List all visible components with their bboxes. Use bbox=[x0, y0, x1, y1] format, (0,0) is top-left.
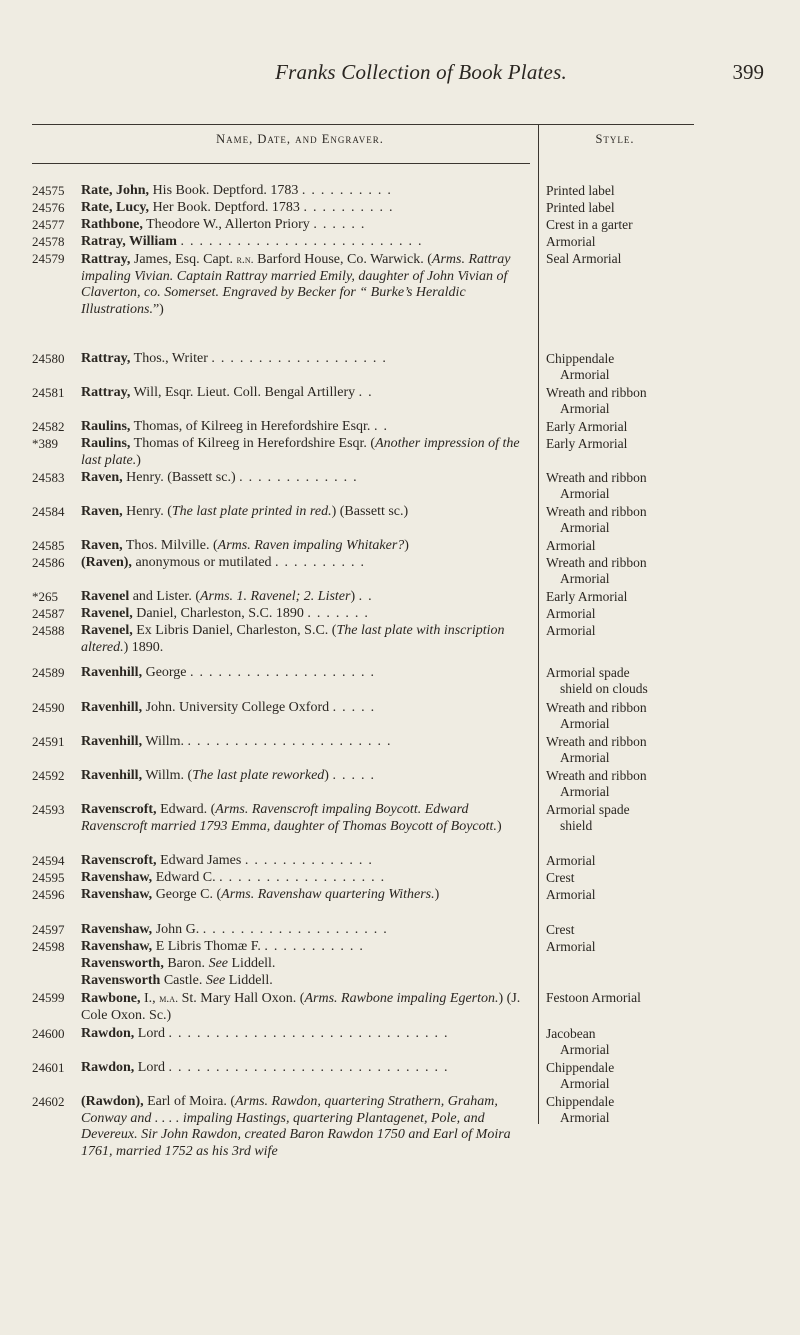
entry-style: Crest bbox=[546, 922, 575, 937]
entry-style: Early Armorial bbox=[546, 419, 628, 434]
entry-number: 24585 bbox=[32, 538, 65, 553]
entry-number: 24594 bbox=[32, 853, 65, 868]
entry-description: Ratray, William .......................... bbox=[81, 234, 428, 249]
entry-name: Ravenscroft, bbox=[81, 802, 157, 817]
entry-style: Chippendale Armorial bbox=[546, 351, 615, 382]
entry-description: Ravenel, Daniel, Charleston, S.C. 1890 ....... bbox=[81, 606, 374, 621]
entry-name: Ravenshaw, bbox=[81, 887, 153, 902]
entry-name: Raven, bbox=[81, 538, 123, 553]
entry-number: 24593 bbox=[32, 802, 65, 817]
entry-detail: His Book. Deptford. 1783 bbox=[149, 183, 299, 198]
entry-description: Raulins, Thomas of Kilreeg in Herefordshire Esqr. (Another impression of the last plate.) bbox=[81, 436, 520, 468]
entry-name: Rathbone, bbox=[81, 217, 143, 232]
column-header-style: Style. bbox=[595, 132, 635, 146]
entry-description: Ravenshaw, George C. (Arms. Ravenshaw quartering Withers.) bbox=[81, 887, 440, 902]
entry-description: Rattray, Will, Esqr. Lieut. Coll. Bengal Artillery .. bbox=[81, 385, 378, 400]
entry-style: Armorial bbox=[546, 234, 596, 249]
entry-style: Printed label bbox=[546, 200, 615, 215]
entry-detail: Theodore W., Allerton Priory bbox=[142, 217, 310, 232]
entry-number: 24595 bbox=[32, 870, 65, 885]
entry-number: 24591 bbox=[32, 734, 65, 749]
entry-description: Rate, John, His Book. Deptford. 1783 .......... bbox=[81, 183, 397, 198]
entry-style: Wreath and ribbon Armorial bbox=[546, 555, 647, 586]
entry-number: 24582 bbox=[32, 419, 65, 434]
entry-style: Crest in a garter bbox=[546, 217, 633, 232]
entry-number: 24600 bbox=[32, 1026, 65, 1041]
entry-name: Ratray, William bbox=[81, 234, 177, 249]
entry-style: Festoon Armorial bbox=[546, 990, 641, 1005]
entry-description: Ravenscroft, Edward. (Arms. Ravenscroft impaling Boycott. Edward Ravenscroft married 1793 Emma, daughter of Thomas Boycott of Boycott.) bbox=[81, 802, 502, 834]
entry-description: Ravenhill, Willm. (The last plate reworked) ..... bbox=[81, 768, 380, 783]
entry-number: 24601 bbox=[32, 1060, 65, 1075]
entry-style: Armorial bbox=[546, 939, 596, 954]
entry-name: Ravenhill, bbox=[81, 700, 143, 715]
entry-number: *265 bbox=[32, 589, 58, 604]
header-rule bbox=[32, 163, 530, 164]
entry-description: Raven, Henry. (Bassett sc.) ............. bbox=[81, 470, 363, 485]
entry-name: Ravenhill, bbox=[81, 734, 143, 749]
entry-description: Ravenshaw, John G. .................... bbox=[81, 922, 393, 937]
entry-description: Rawbone, I., m.a. St. Mary Hall Oxon. (Arms. Rawbone impaling Egerton.) (J. Cole Oxon. Sc.) bbox=[81, 991, 521, 1023]
entry-style: Printed label bbox=[546, 183, 615, 198]
entry-number: 24576 bbox=[32, 200, 65, 215]
entry-name: Rattray, bbox=[81, 252, 131, 267]
entry-style: Wreath and ribbon Armorial bbox=[546, 385, 647, 416]
entry-description: Rathbone, Theodore W., Allerton Priory ...... bbox=[81, 217, 371, 232]
entry-style: Armorial bbox=[546, 606, 596, 621]
entry-description: Rattray, Thos., Writer ................... bbox=[81, 351, 392, 366]
entry-style: Armorial bbox=[546, 887, 596, 902]
entry-number: 24583 bbox=[32, 470, 65, 485]
entry-style: Armorial bbox=[546, 538, 596, 553]
entry-name: Rattray, bbox=[81, 351, 131, 366]
entry-style: Armorial spade shield on clouds bbox=[546, 665, 648, 696]
entry-number: 24581 bbox=[32, 385, 65, 400]
entry-name: Rawbone, bbox=[81, 991, 141, 1006]
entry-number: 24588 bbox=[32, 623, 65, 638]
running-title: Franks Collection of Book Plates. bbox=[275, 60, 567, 84]
entry-number: 24592 bbox=[32, 768, 65, 783]
entry-number: 24602 bbox=[32, 1094, 65, 1109]
entry-name: Raulins, bbox=[81, 436, 131, 451]
entry-description: Ravenhill, John. University College Oxford ..... bbox=[81, 700, 381, 715]
entry-number: 24579 bbox=[32, 251, 65, 266]
entry-description: Ravenscroft, Edward James .............. bbox=[81, 853, 378, 868]
entry-description: Ravenhill, George .................... bbox=[81, 665, 381, 680]
entry-number: 24596 bbox=[32, 887, 65, 902]
entry-name: Ravenel bbox=[81, 589, 130, 604]
entry-name: Ravenscroft, bbox=[81, 853, 157, 868]
entry-style: Early Armorial bbox=[546, 589, 628, 604]
entry-name: Ravenhill, bbox=[81, 768, 143, 783]
entry-description: (Raven), anonymous or mutilated .......... bbox=[81, 555, 371, 570]
entry-name: Ravenshaw, bbox=[81, 939, 153, 954]
entry-number: 24578 bbox=[32, 234, 65, 249]
entry-number: 24598 bbox=[32, 939, 65, 954]
entry-description: Raulins, Thomas, of Kilreeg in Herefordshire Esqr. .. bbox=[81, 419, 393, 434]
entry-number: 24599 bbox=[32, 990, 65, 1005]
entry-style: Wreath and ribbon Armorial bbox=[546, 504, 647, 535]
entry-name: Ravensworth, bbox=[81, 956, 164, 971]
entry-name: Raven, bbox=[81, 470, 123, 485]
entry-name: Rawdon, bbox=[81, 1060, 135, 1075]
page-number: 399 bbox=[732, 60, 764, 84]
entry-style: Armorial bbox=[546, 623, 596, 638]
entry-number: 24587 bbox=[32, 606, 65, 621]
entry-name: (Rawdon), bbox=[81, 1094, 144, 1109]
entry-style: Chippendale Armorial bbox=[546, 1094, 615, 1125]
entry-name: Ravensworth bbox=[81, 973, 161, 988]
entry-description: Raven, Thos. Milville. (Arms. Raven impaling Whitaker?) bbox=[81, 538, 409, 553]
entry-description: Ravensworth Castle. See Liddell. bbox=[81, 973, 273, 988]
entry-description: Ravensworth, Baron. See Liddell. bbox=[81, 956, 276, 971]
entry-description: Ravenhill, Willm. ...................... bbox=[81, 734, 397, 749]
entry-name: Raven, bbox=[81, 504, 123, 519]
entry-number: *389 bbox=[32, 436, 58, 451]
entry-name: Ravenshaw, bbox=[81, 870, 153, 885]
entry-description: Raven, Henry. (The last plate printed in red.) (Bassett sc.) bbox=[81, 504, 409, 519]
entry-name: Raulins, bbox=[81, 419, 131, 434]
entry-name: Rate, Lucy, bbox=[81, 200, 150, 215]
entry-name: Rattray, bbox=[81, 385, 131, 400]
entry-style: Crest bbox=[546, 870, 575, 885]
entry-name: (Raven), bbox=[81, 555, 132, 570]
entry-number: 24586 bbox=[32, 555, 65, 570]
running-head bbox=[0, 60, 800, 90]
entry-name: Rawdon, bbox=[81, 1026, 135, 1041]
entry-style: Wreath and ribbon Armorial bbox=[546, 700, 647, 731]
entry-name: Ravenel, bbox=[81, 606, 133, 621]
entry-number: 24584 bbox=[32, 504, 65, 519]
entry-style: Wreath and ribbon Armorial bbox=[546, 470, 647, 501]
entry-number: 24589 bbox=[32, 665, 65, 680]
entry-description: (Rawdon), Earl of Moira. (Arms. Rawdon, quartering Strathern, Graham, Conway and . . . . impaling Hastings, quartering Plantagenet, Pole, and Devereux. Sir John Rawdon, created Baron Rawdon 1750 and Earl of Moira 1761, married 1752 as his 3rd wife bbox=[81, 1094, 511, 1159]
entry-name: Ravenshaw, bbox=[81, 922, 153, 937]
entry-style: Wreath and ribbon Armorial bbox=[546, 734, 647, 765]
entry-number: 24597 bbox=[32, 922, 65, 937]
entry-description: Ravenshaw, Edward C. .................. bbox=[81, 870, 391, 885]
entry-description: Ravenshaw, E Libris Thomæ F. ........... bbox=[81, 939, 369, 954]
entry-name: Rate, John, bbox=[81, 183, 150, 198]
entry-number: 24580 bbox=[32, 351, 65, 366]
entry-style: Wreath and ribbon Armorial bbox=[546, 768, 647, 799]
column-header-name: Name, Date, and Engraver. bbox=[216, 132, 384, 146]
entry-description: Rate, Lucy, Her Book. Deptford. 1783 .......... bbox=[81, 200, 399, 215]
entry-number: 24590 bbox=[32, 700, 65, 715]
entry-description: Rattray, James, Esq. Capt. r.n. Barford House, Co. Warwick. (Arms. Rattray impaling Vivian. Captain Rattray married Emily, daughter of John Vivian of Claverton, co. Somerset. Engraved by Becker for “ Burke’s Heraldic Illustrations.”) bbox=[81, 252, 511, 317]
entry-detail: Her Book. Deptford. 1783 bbox=[149, 200, 300, 215]
column-divider bbox=[538, 124, 539, 1124]
entry-description: Ravenel and Lister. (Arms. 1. Ravenel; 2. Lister) .. bbox=[81, 589, 378, 604]
entry-style: Chippendale Armorial bbox=[546, 1060, 615, 1091]
entry-number: 24577 bbox=[32, 217, 65, 232]
entry-name: Ravenel, bbox=[81, 623, 133, 638]
entry-style: Seal Armorial bbox=[546, 251, 622, 266]
top-rule bbox=[32, 124, 694, 125]
entry-description: Ravenel, Ex Libris Daniel, Charleston, S.C. (The last plate with inscription altered.) 1890. bbox=[81, 623, 505, 655]
entry-style: Jacobean Armorial bbox=[546, 1026, 610, 1057]
entry-name: Ravenhill, bbox=[81, 665, 143, 680]
entry-number: 24575 bbox=[32, 183, 65, 198]
entry-style: Armorial bbox=[546, 853, 596, 868]
entry-style: Armorial spade shield bbox=[546, 802, 630, 833]
entry-style: Early Armorial bbox=[546, 436, 628, 451]
entry-description: Rawdon, Lord .............................. bbox=[81, 1026, 454, 1041]
entry-description: Rawdon, Lord .............................. bbox=[81, 1060, 454, 1075]
